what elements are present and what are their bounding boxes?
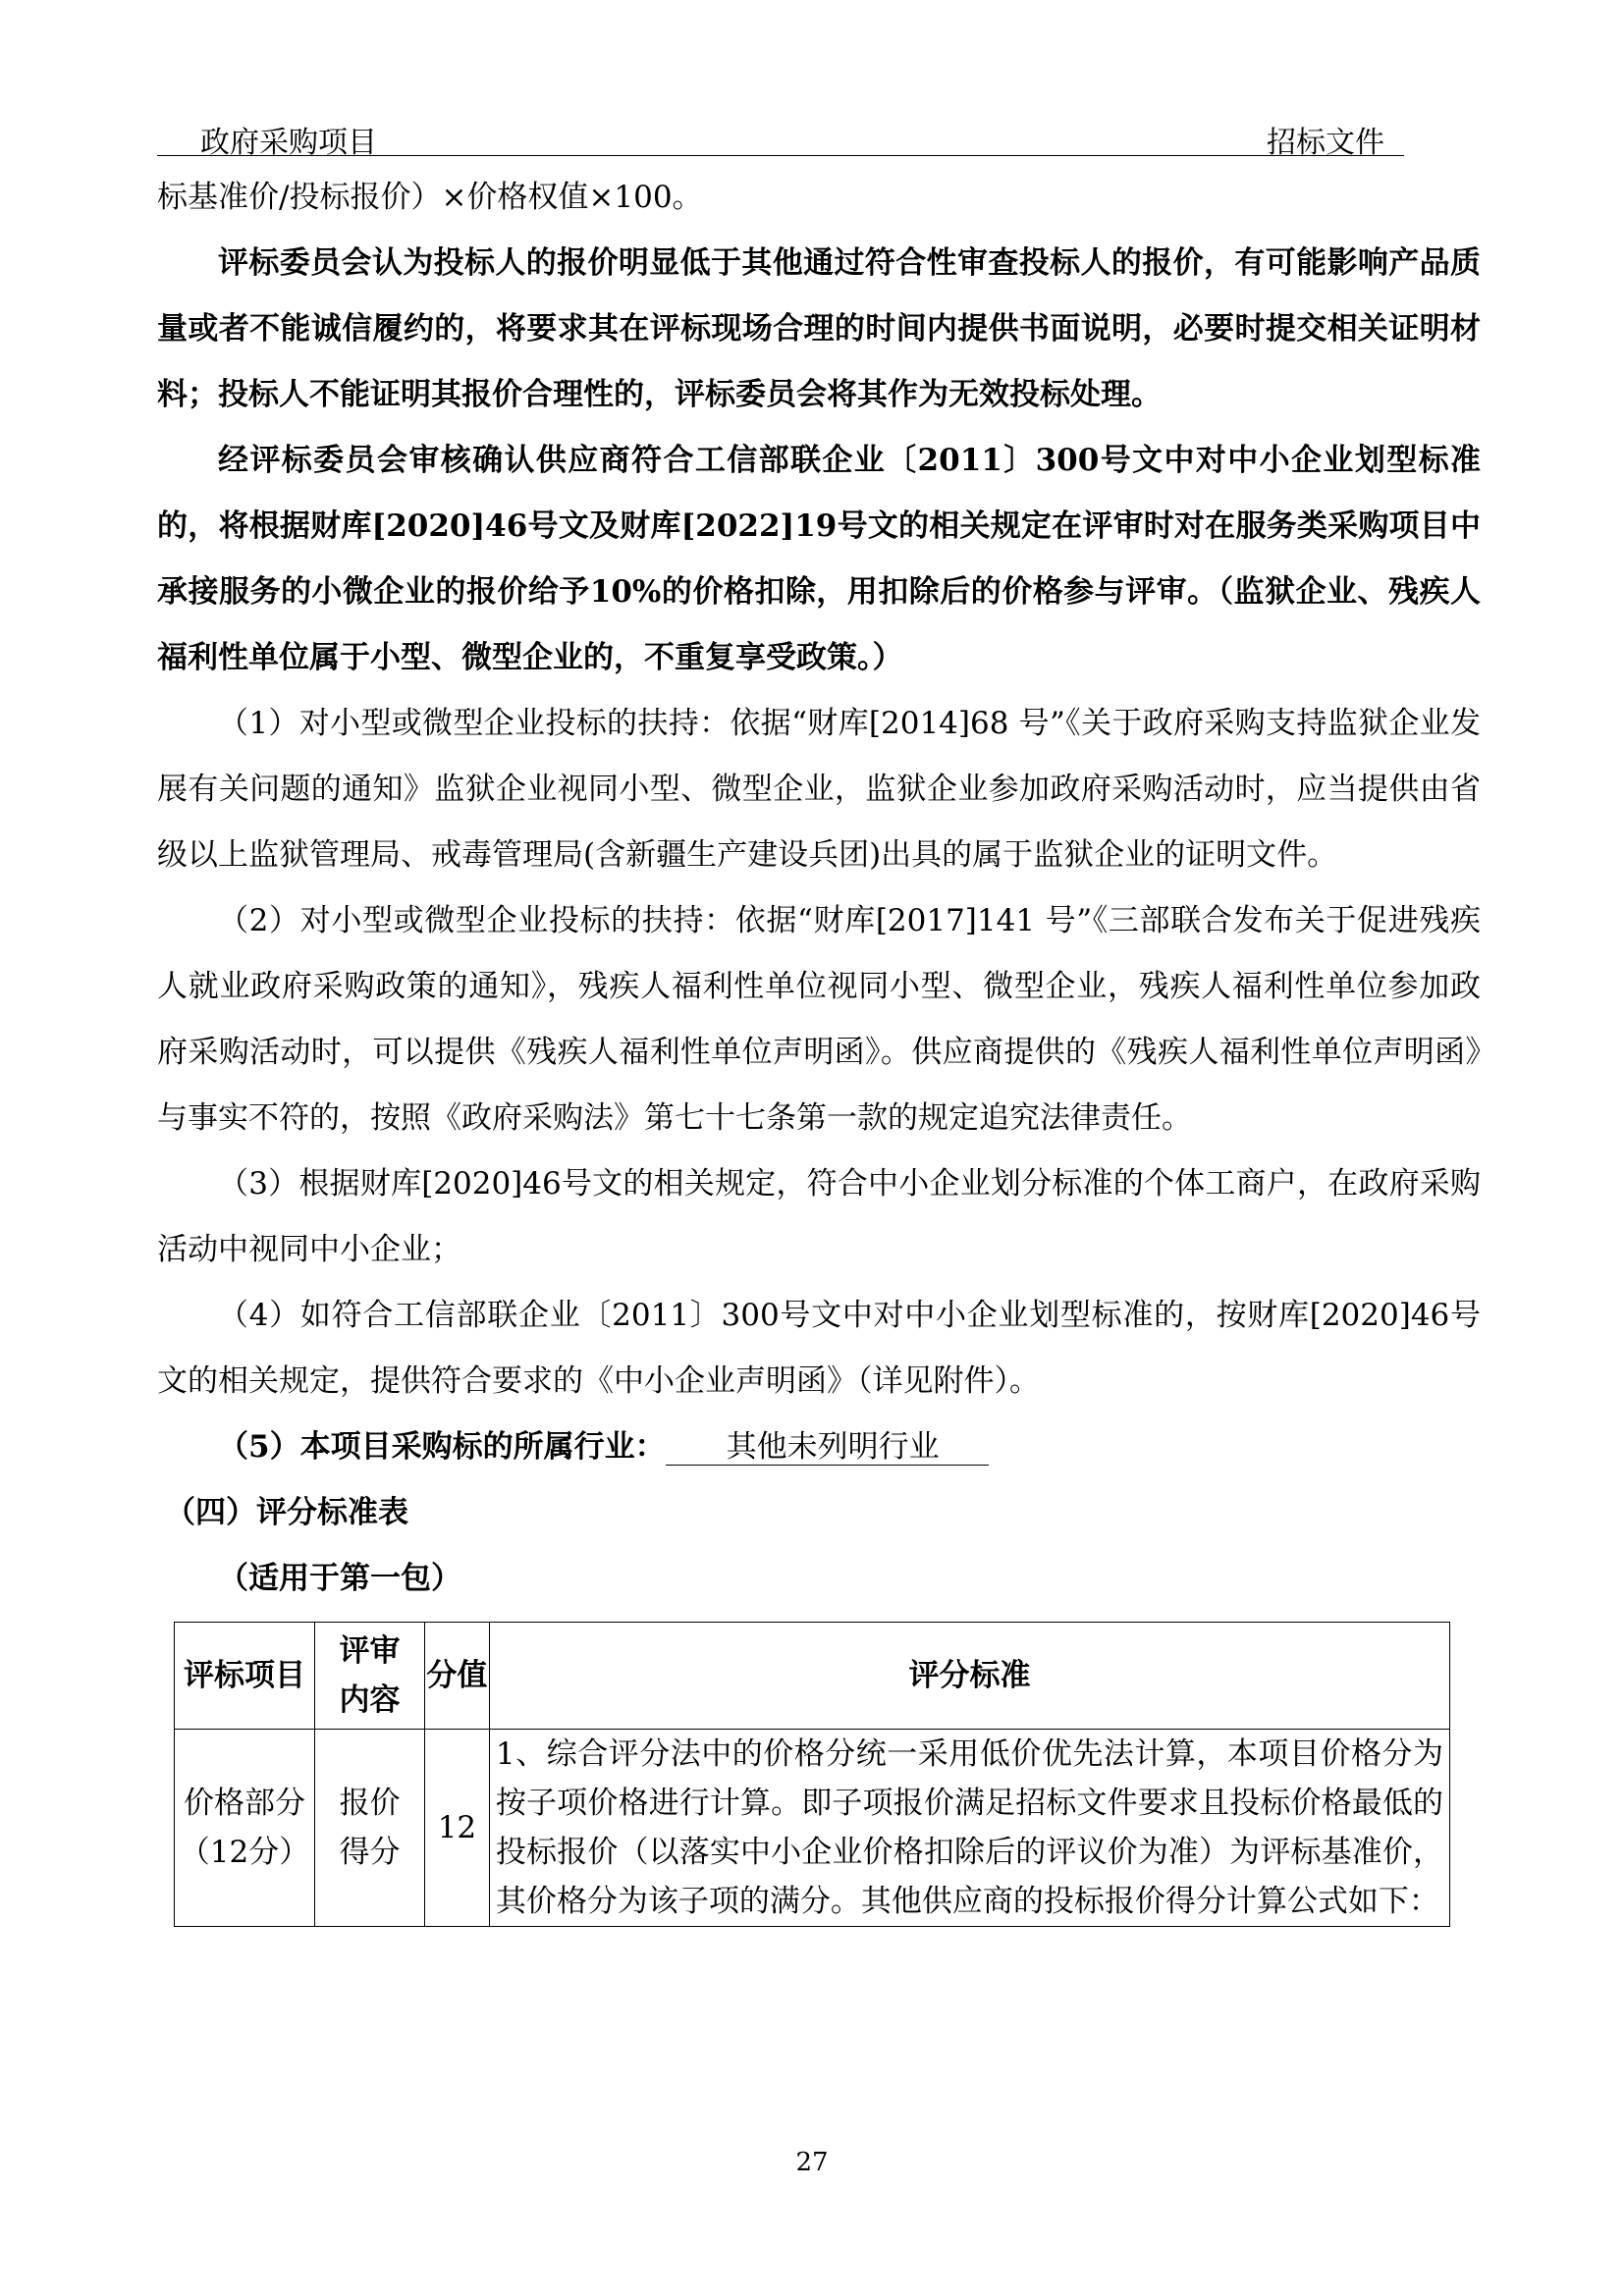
page-number: 27 [795, 2148, 829, 2177]
paragraph-disabled-welfare-unit: （2）对小型或微型企业投标的扶持：依据“财库[2017]141 号”《三部联合发布关于促进残疾人就业政府采购政策的通知》，残疾人福利性单位视同小型、微型企业，残疾人福利性单位参加政府采购活动时，可以提供《残疾人福利性单位声明函》。供应商提供的《残疾人福利性单位声明函》与事实不符的，按照《政府采购法》第七十七条第一款的规定追究法律责任。 [157, 903, 1481, 1136]
section-subtitle: （适用于第一包） [218, 1561, 461, 1596]
header-standard: 评分标准 [489, 1623, 1449, 1730]
paragraph-low-price-review: 评标委员会认为投标人的报价明显低于其他通过符合性审查投标人的报价，有可能影响产品质量或者不能诚信履约的，将要求其在评标现场合理的时间内提供书面说明，必要时提交相关证明材料；投标人不能证明其报价合理性的，评标委员会将其作为无效投标处理。 [157, 245, 1481, 412]
paragraph-individual-business: （3）根据财库[2020]46号文的相关规定，符合中小企业划分标准的个体工商户，在政府采购活动中视同中小企业； [157, 1166, 1481, 1267]
industry-label: （5）本项目采购标的所属行业： [218, 1429, 666, 1465]
page-header [157, 116, 1404, 160]
table-header-row [175, 1623, 1450, 1730]
paragraph-sme-price-deduction: 经评标委员会审核确认供应商符合工信部联企业〔2011〕300号文中对中小企业划型标准的，将根据财库[2020]46号文及财库[2022]19号文的相关规定在评审时对在服务类采购项目中承接服务的小微企业的报价给予10%的价格扣除，用扣除后的价格参与评审。（监狱企业、残疾人福利性单位属于小型、微型企业的，不重复享受政策。） [157, 443, 1481, 675]
header-score: 分值 [424, 1623, 489, 1730]
cell-content-text: 报价得分 [339, 1786, 401, 1870]
document-body [157, 165, 1481, 1927]
industry-value: 其他未列明行业 [666, 1429, 989, 1466]
paragraph-prison-enterprise: （1）对小型或微型企业投标的扶持：依据“财库[2014]68 号”《关于政府采购支持监狱企业发展有关问题的通知》监狱企业视同小型、微型企业，监狱企业参加政府采购活动时，应当提供由省级以上监狱管理局、戒毒管理局(含新疆生产建设兵团)出具的属于监狱企业的证明文件。 [157, 706, 1481, 873]
header-content-text: 评审内容 [339, 1633, 401, 1718]
cell-standard: 1、综合评分法中的价格分统一采用低价优先法计算，本项目价格分为按子项价格进行计算。即子项报价满足招标文件要求且投标价格最低的投标报价（以落实中小企业价格扣除后的评议价为准）为评标基准价，其价格分为该子项的满分。其他供应商的投标报价得分计算公式如下： [489, 1730, 1449, 1927]
cell-content [314, 1730, 424, 1927]
paragraph-industry [157, 1415, 1481, 1480]
paragraph-sme-declaration: （4）如符合工信部联企业〔2011〕300号文中对中小企业划型标准的，按财库[2020]46号文的相关规定，提供符合要求的《中小企业声明函》（详见附件）。 [157, 1298, 1481, 1399]
header-item: 评标项目 [175, 1623, 315, 1730]
cell-score: 12 [424, 1730, 489, 1927]
section-title: （四）评分标准表 [165, 1495, 408, 1530]
header-content [314, 1623, 424, 1730]
scoring-table [174, 1622, 1450, 1927]
cell-item [175, 1730, 315, 1927]
header-right-text: 招标文件 [1267, 126, 1384, 160]
paragraph-continuation: 标基准价/投标报价）×价格权值×100。 [157, 180, 703, 215]
cell-item-text: 价格部分（12分） [179, 1786, 310, 1870]
table-row [175, 1730, 1450, 1927]
header-left-text: 政府采购项目 [200, 126, 377, 160]
